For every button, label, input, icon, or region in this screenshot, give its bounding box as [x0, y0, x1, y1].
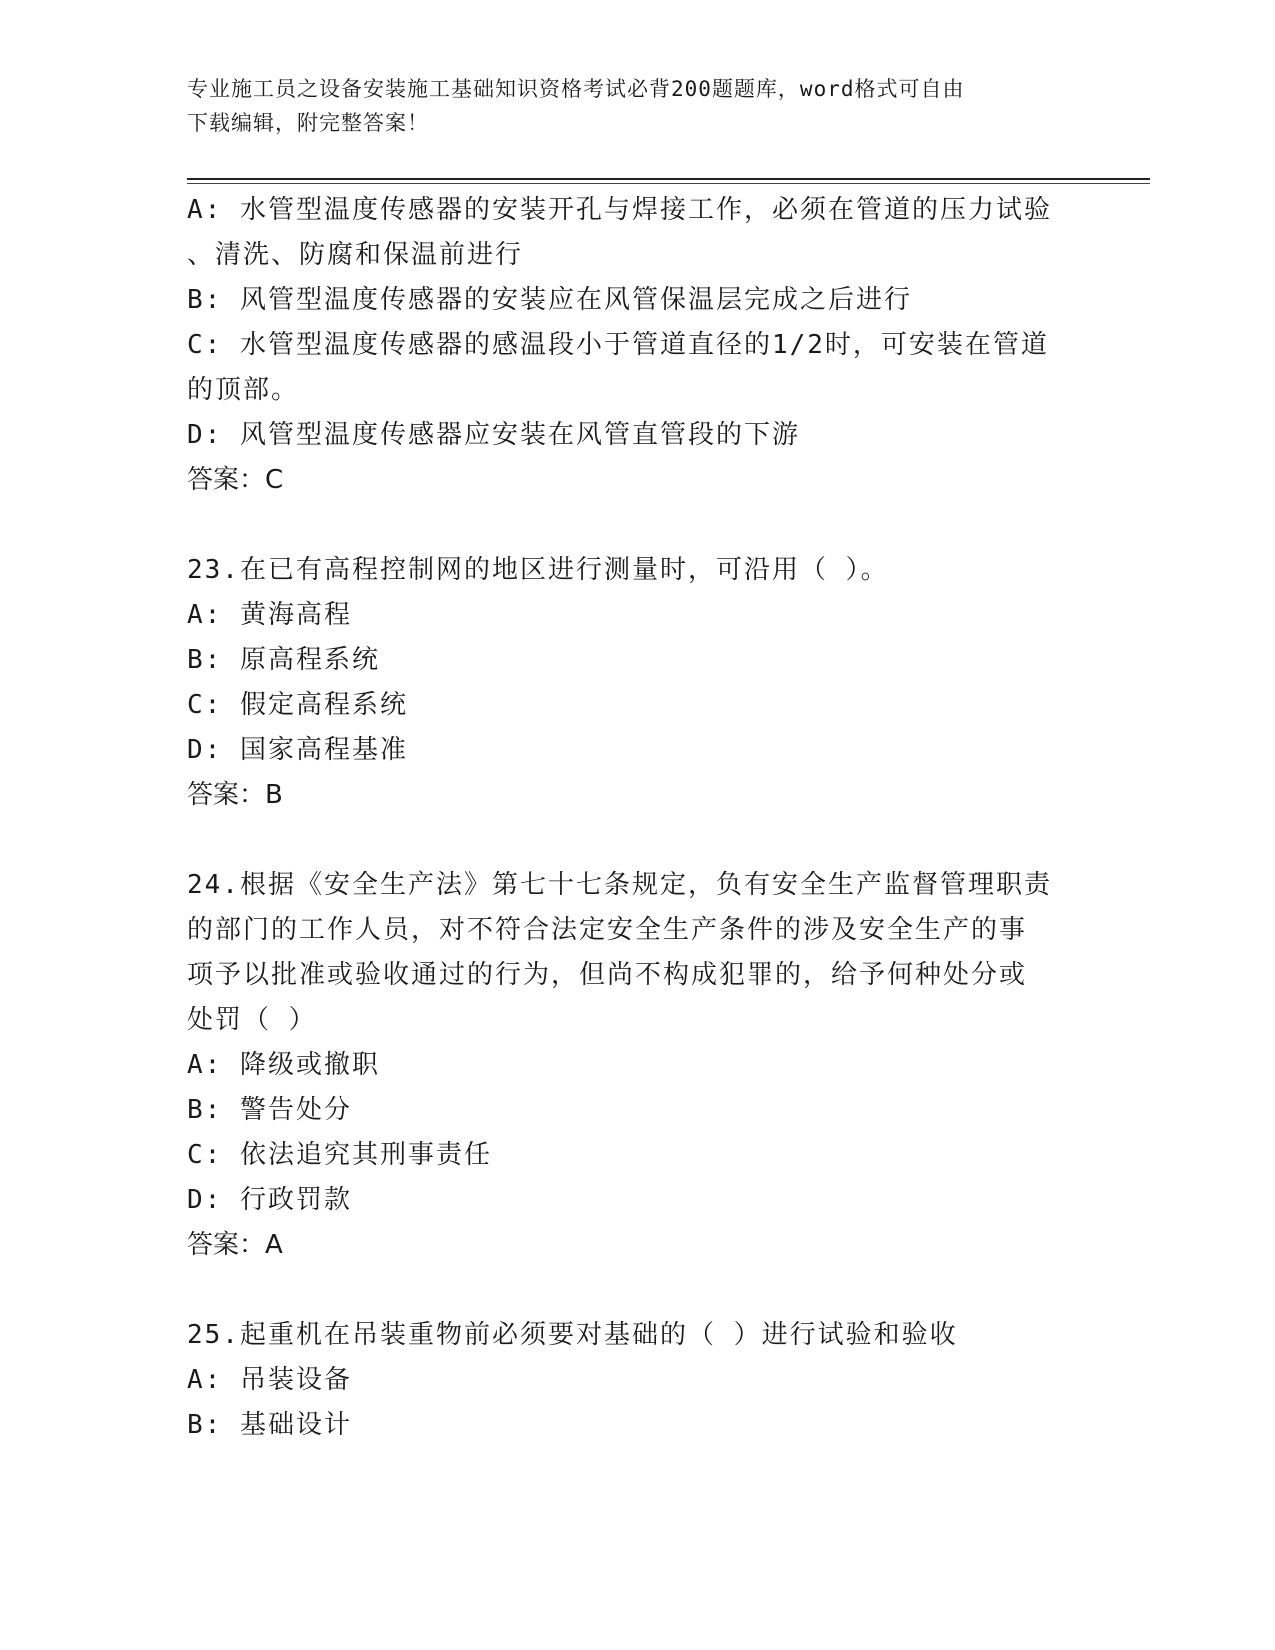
answer: 答案：A — [187, 1230, 283, 1260]
option-b: B: 基础设计 — [187, 1410, 352, 1440]
document-body — [187, 188, 1087, 1448]
question-stem: 23.在已有高程控制网的地区进行测量时，可沿用（ ）。 — [187, 555, 889, 585]
question-stem: 24.根据《安全生产法》第七十七条规定，负有安全生产监督管理职责 — [187, 870, 1052, 900]
question-25 — [187, 1313, 1087, 1448]
option-a: A: 吊装设备 — [187, 1365, 352, 1395]
header-divider-thick — [187, 178, 1150, 180]
option-a: A: 黄海高程 — [187, 600, 352, 630]
option-c: C: 假定高程系统 — [187, 690, 408, 720]
answer: 答案：B — [187, 780, 283, 810]
option-d: D: 行政罚款 — [187, 1185, 352, 1215]
question-stem-continued: 处罚（ ） — [187, 1005, 317, 1035]
option-c: C: 依法追究其刑事责任 — [187, 1140, 492, 1170]
header-line-2: 下载编辑，附完整答案！ — [187, 111, 429, 135]
answer: 答案：C — [187, 465, 284, 495]
option-c-continued: 的顶部。 — [187, 375, 300, 405]
header-divider-thin — [187, 183, 1150, 184]
option-b: B: 警告处分 — [187, 1095, 352, 1125]
question-22 — [187, 188, 1087, 503]
option-a: A: 水管型温度传感器的安装开孔与焊接工作，必须在管道的压力试验 — [187, 195, 1052, 225]
option-b: B: 风管型温度传感器的安装应在风管保温层完成之后进行 — [187, 285, 912, 315]
option-b: B: 原高程系统 — [187, 645, 380, 675]
option-d: D: 风管型温度传感器应安装在风管直管段的下游 — [187, 420, 800, 450]
question-stem-continued: 项予以批准或验收通过的行为，但尚不构成犯罪的，给予何种处分或 — [187, 960, 1028, 990]
option-a-continued: 、清洗、防腐和保温前进行 — [187, 240, 524, 270]
question-stem-continued: 的部门的工作人员，对不符合法定安全生产条件的涉及安全生产的事 — [187, 915, 1028, 945]
question-24 — [187, 863, 1087, 1268]
header-line-1: 专业施工员之设备安装施工基础知识资格考试必背200题题库，word格式可自由 — [187, 77, 965, 101]
document-header — [187, 72, 1087, 140]
option-c: C: 水管型温度传感器的感温段小于管道直径的1/2时，可安装在管道 — [187, 330, 1049, 360]
option-a: A: 降级或撤职 — [187, 1050, 380, 1080]
option-d: D: 国家高程基准 — [187, 735, 408, 765]
question-stem: 25.起重机在吊装重物前必须要对基础的（ ）进行试验和验收 — [187, 1320, 958, 1350]
question-23 — [187, 548, 1087, 818]
